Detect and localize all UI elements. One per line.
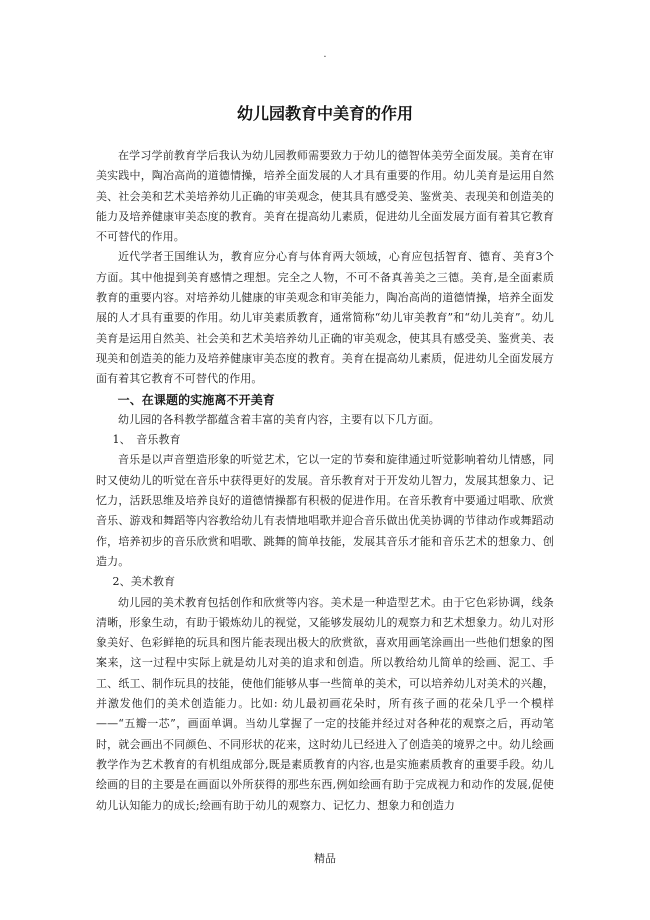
subheading-music: 1、 音乐教育 — [112, 433, 181, 447]
document-body — [96, 146, 554, 816]
section-heading-1: 一、在课题的实施离不开美育 — [117, 392, 275, 407]
page-title: 幼儿园教育中美育的作用 — [236, 104, 413, 123]
paragraph-intro: 在学习学前教育学后我认为幼儿园教师需要致力于幼儿的德智体美劳全面发展。美育在审美实践中，陶冶高尚的道德情操，培养全面发展的人才具有重要的作用。幼儿美育是运用自然美、社会美和艺术美培养幼儿正确的审美观念，使其具有感受美、鉴赏美、表现美和创造美的能力及培养健康审美态度的教育。美育在提高幼儿素质，促进幼儿全面发展方面有着其它教育不可替代的作用。 — [96, 149, 554, 244]
subheading-art: 2、美术教育 — [112, 575, 176, 589]
header-dot-mark: . — [323, 49, 327, 60]
paragraph-art: 幼儿园的美术教育包括创作和欣赏等内容。美术是一种造型艺术。由于它色彩协调，线条清晰，形象生动，有助于锻炼幼儿的视觉，又能够发展幼儿的观察力和艺术想象力。幼儿对形象美好、色彩鲜艳的玩具和图片能表现出极大的欣赏欲，喜欢用画笔涂画出一些他们想象的图案来，这一过程中实际上就是幼儿对美的追求和创造。所以教给幼儿简单的绘画、泥工、手工、纸工、制作玩具的技能，使他们能够从事一些简单的美术，可以培养幼儿对美术的兴趣，并激发他们的美术创造能力。比如: 幼儿最初画花朵时，所有孩子画的花朵几乎一个模样——“五瓣一芯”，画面单调。当幼儿掌握了一定的技能并经过对各种花的观察之后，再动笔时，就会画出不同颜色、不同形状的花来，这时幼儿已经进入了创造美的境界之中。幼儿绘画教学作为艺术教育的有机组成部分,既是素质教育的内容,也是实施素质教育的重要手段。幼儿绘画的目的主要是在画面以外所获得的那些东西,例如绘画有助于完成视力和动作的发展,促使幼儿认知能力的成长;绘画有助于幼儿的观察力、记忆力、想象力和创造力 — [96, 595, 554, 812]
paragraph-music: 音乐是以声音塑造形象的听觉艺术，它以一定的节奏和旋律通过听觉影响着幼儿情感，同时又使幼儿的听觉在音乐中获得更好的发展。音乐教育对于开发幼儿智力，发展其想象力、记忆力，活跃思维及培养良好的道德情操都有积极的促进作用。在音乐教育中要通过唱歌、欣赏音乐、游戏和舞蹈等内容教给幼儿有表情地唱歌并迎合音乐做出优美协调的节律动作或舞蹈动作，培养初步的音乐欣赏和唱歌、跳舞的简单技能，发展其音乐才能和音乐艺术的想象力、创造力。 — [96, 453, 554, 568]
paragraph-subjects: 幼儿园的各科教学都蕴含着丰富的美育内容，主要有以下几方面。 — [118, 412, 440, 426]
paragraph-wang-guowei: 近代学者王国维认为，教育应分心育与体育两大领域，心育应包括智育、德育、美育3个方面。其中他提到美育感情之理想。完全之人物，不可不备真善美之三德。美育,是全面素质教育的重要内容。对培养幼儿健康的审美观念和审美能力，陶冶高尚的道德情操，培养全面发展的人才具有重要的作用。幼儿审美素质教育，通常简称“幼儿审美教育”和“幼儿美育”。幼儿美育是运用自然美、社会美和艺术美培养幼儿正确的审美观念，使其具有感受美、鉴赏美、表现美和创造美的能力及培养健康审美态度的教育。美育在提高幼儿素质，促进幼儿全面发展方面有着其它教育不可替代的作用。 — [96, 250, 554, 386]
footer-label: 精品 — [314, 852, 336, 865]
